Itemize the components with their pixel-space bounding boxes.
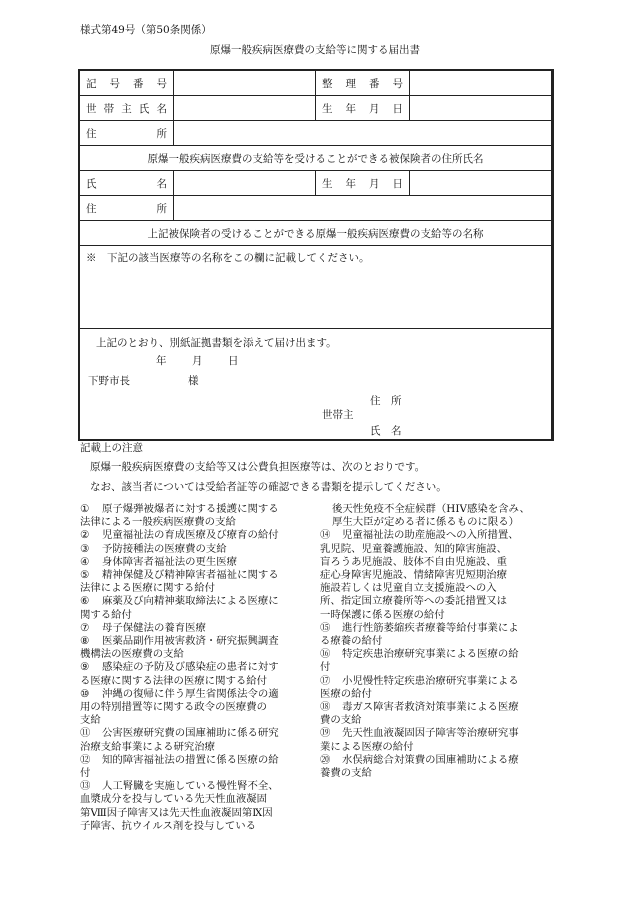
benefit-item-text: 水俣病総合対策費の国庫補助による療 <box>342 753 519 766</box>
benefit-item-text: 支給 <box>80 714 101 727</box>
benefit-item-number: ⑨ <box>80 661 90 674</box>
control-number-field[interactable] <box>410 71 552 96</box>
benefit-item-text: 関する給付 <box>80 608 132 621</box>
benefit-item-text: 養費の支給 <box>320 767 372 780</box>
benefit-item-text: 公害医療研究費の国庫補助に係る研究 <box>102 727 279 740</box>
insured-name-label: 氏 名 <box>80 171 174 196</box>
insured-section-heading: 原爆一般疾病医療費の支給等を受けることができる被保険者の住所氏名 <box>80 146 552 171</box>
benefit-item-text: 付 <box>80 767 91 780</box>
benefit-item-text: 厚生大臣が定める者に係るものに限る） <box>332 516 520 529</box>
benefit-item-number: ① <box>80 503 90 515</box>
benefit-item-number: ⑯ <box>320 648 331 661</box>
date-day-label: 日 <box>228 355 239 367</box>
benefit-item-number: ⑧ <box>80 635 90 648</box>
householder-birthdate-label: 生 年 月 日 <box>316 96 410 121</box>
notification-form-table <box>79 70 552 439</box>
notes-heading: 記載上の注意 <box>80 442 143 454</box>
submission-statement: 上記のとおり、別紙証拠書類を添えて届け出ます。 <box>96 337 337 349</box>
benefit-item-text: 乳児院、児童養護施設、知的障害施設、 <box>320 542 508 555</box>
benefit-item-text: 母子保健法の養育医療 <box>102 621 206 634</box>
symbol-number-label: 記 号 番 号 <box>80 71 174 96</box>
benefit-item-text: 精神保健及び精神障害者福祉に関する <box>102 569 279 582</box>
benefit-item-text: る医療に関する法律の医療に関する給付 <box>80 674 268 687</box>
benefit-item-text: 血漿成分を投与している先天性血液凝固 <box>80 793 268 806</box>
householder-address-label: 住 所 <box>80 121 174 146</box>
benefit-item-text: 沖縄の復帰に伴う厚生省関係法令の適 <box>102 687 279 700</box>
benefit-item-text: 予防接種法の医療費の支給 <box>102 542 227 555</box>
benefit-item-text: 小児慢性特定疾患治療研究事業による <box>342 674 519 687</box>
benefit-item-text: 用の特別措置等に関する政令の医療費の <box>80 701 268 714</box>
benefit-list-left <box>80 503 316 833</box>
benefit-item-text: 麻薬及び向精神薬取締法による医療に <box>102 595 279 608</box>
notes-line-1: 原爆一般疾病医療費の支給等又は公費負担医療等は、次のとおりです。 <box>90 461 426 473</box>
benefit-item-text: 人工腎臓を実施している慢性腎不全、 <box>102 780 279 793</box>
benefit-item-number: ⑰ <box>320 674 331 687</box>
benefit-list-item <box>80 754 316 780</box>
benefit-item-text: 医薬品副作用被害救済・研究振興調査 <box>102 635 279 648</box>
benefit-item-text: 感染症の予防及び感染症の患者に対す <box>102 661 279 674</box>
benefit-item-number: ⑳ <box>320 753 331 766</box>
benefit-item-text: 盲ろうあ児施設、肢体不自由児施設、重 <box>320 555 508 568</box>
eligible-benefit-instruction: ※ 下記の該当医療等の名称をこの欄に記載してください。 <box>86 252 370 264</box>
benefit-item-text: 進行性筋萎縮疾者療養等給付事業によ <box>342 621 519 634</box>
eligible-section-heading: 上記被保険者の受けることができる原爆一般疾病医療費の支給等の名称 <box>80 221 552 246</box>
benefit-list-item <box>80 688 316 728</box>
benefit-item-text: る療養の給付 <box>320 635 383 648</box>
benefit-list-item <box>80 727 316 753</box>
document-title: 原爆一般疾病医療費の支給等に関する届出書 <box>210 44 420 56</box>
benefit-item-number: ⑮ <box>320 621 331 634</box>
addressee-honorific: 様 <box>188 375 199 387</box>
benefit-item-text: 付 <box>320 661 331 674</box>
benefit-item-text: 法律による一般疾病医療費の支給 <box>80 516 236 529</box>
benefit-item-number: ② <box>80 529 90 542</box>
insured-birthdate-label: 生 年 月 日 <box>316 171 410 196</box>
benefit-item-text: 身体障害者福祉法の更生医療 <box>102 555 238 568</box>
benefit-list-item <box>80 661 316 687</box>
applicant-name-label: 氏 名 <box>370 425 402 437</box>
insured-address-field[interactable] <box>174 196 552 221</box>
benefit-item-text: 一時保護に係る医療の給付 <box>320 608 445 621</box>
applicant-address-label: 住 所 <box>370 395 402 407</box>
date-month-label: 月 <box>192 355 203 367</box>
benefit-item-text: 毒ガス障害者救済対策事業による医療 <box>342 701 519 714</box>
date-year-label: 年 <box>156 355 167 367</box>
benefit-item-number: ⑤ <box>80 569 90 582</box>
benefit-list-item <box>320 622 552 648</box>
benefit-list-item <box>320 701 552 727</box>
benefit-item-text: 後天性免疫不全症候群（HIV感染を含み、 <box>332 503 530 515</box>
benefit-item-text: 児童福祉法の助産施設への入所措置、 <box>342 529 519 542</box>
benefit-item-text: 治療支給事業による研究治療 <box>80 740 216 753</box>
benefit-item-number: ④ <box>80 555 90 568</box>
benefit-list-item <box>80 595 316 621</box>
benefit-list-item <box>80 529 316 542</box>
householder-name-field[interactable] <box>174 96 316 121</box>
benefit-list-item <box>320 648 552 674</box>
benefit-item-text: 特定疾患治療研究事業による医療の給 <box>342 648 519 661</box>
symbol-number-field[interactable] <box>174 71 316 96</box>
benefit-list-item <box>80 569 316 595</box>
benefit-list-item <box>320 675 552 701</box>
benefit-item-number: ⑬ <box>80 780 91 793</box>
benefit-item-number: ⑱ <box>320 701 331 714</box>
benefit-item-number: ③ <box>80 542 90 555</box>
benefit-list-item <box>320 503 552 529</box>
householder-address-field[interactable] <box>174 121 552 146</box>
benefit-item-number: ⑭ <box>320 529 331 542</box>
benefit-item-text: 先天性血液凝固因子障害等治療研究事 <box>342 727 519 740</box>
benefit-item-text: 症心身障害児施設、情緒障害児短期治療 <box>320 569 508 582</box>
benefit-item-text: 機構法の医療費の支給 <box>80 648 184 661</box>
benefit-list-item <box>80 622 316 635</box>
benefit-list-item <box>320 529 552 621</box>
benefit-item-text: 業による医療の給付 <box>320 740 414 753</box>
benefit-item-text: 第Ⅷ因子障害又は先天性血液凝固第Ⅸ因 <box>80 806 273 819</box>
benefit-item-text: 費の支給 <box>320 714 362 727</box>
benefit-list-item <box>320 754 552 780</box>
control-number-label: 整 理 番 号 <box>316 71 410 96</box>
eligible-benefit-field[interactable] <box>80 246 552 329</box>
benefit-list-right <box>320 503 552 780</box>
benefit-list-item <box>320 727 552 753</box>
benefit-item-text: 所、指定国立療養所等への委託措置又は <box>320 595 508 608</box>
benefit-list-item <box>80 503 316 529</box>
benefit-item-text: 医療の給付 <box>320 687 372 700</box>
benefit-item-number: ⑦ <box>80 621 90 634</box>
insured-address-label: 住 所 <box>80 196 174 221</box>
benefit-item-text: 知的障害福祉法の措置に係る医療の給 <box>102 753 279 766</box>
benefit-list-item <box>80 543 316 556</box>
benefit-item-number: ⑥ <box>80 595 90 608</box>
addressee: 下野市長 <box>88 375 130 387</box>
benefit-list-item <box>80 635 316 661</box>
benefit-item-text: 子障害、抗ウイルス剤を投与している <box>80 819 257 832</box>
householder-name-label: 世帯主氏名 <box>80 96 174 121</box>
householder-birthdate-field[interactable] <box>410 96 552 121</box>
form-number: 様式第49号（第50条関係） <box>80 24 212 36</box>
applicant-role: 世帯主 <box>322 409 354 421</box>
benefit-item-number: ⑩ <box>80 687 90 700</box>
insured-birthdate-field[interactable] <box>410 171 552 196</box>
benefit-item-number: ⑫ <box>80 753 91 766</box>
benefit-item-text: 原子爆弾被爆者に対する援護に関する <box>102 503 279 515</box>
benefit-item-text: 施設若しくは児童自立支援施設への入 <box>320 582 497 595</box>
benefit-item-text: 児童福祉法の育成医療及び療育の給付 <box>102 529 279 542</box>
benefit-item-number: ⑪ <box>80 727 91 740</box>
notes-line-2: なお、該当者については受給者証等の確認できる書類を提示してください。 <box>90 481 447 493</box>
benefit-list-item <box>80 780 316 833</box>
benefit-item-text: 法律による医療に関する給付 <box>80 582 216 595</box>
submission-block <box>80 329 552 440</box>
insured-name-field[interactable] <box>174 171 316 196</box>
benefit-item-number: ⑲ <box>320 727 331 740</box>
benefit-list-item <box>80 556 316 569</box>
